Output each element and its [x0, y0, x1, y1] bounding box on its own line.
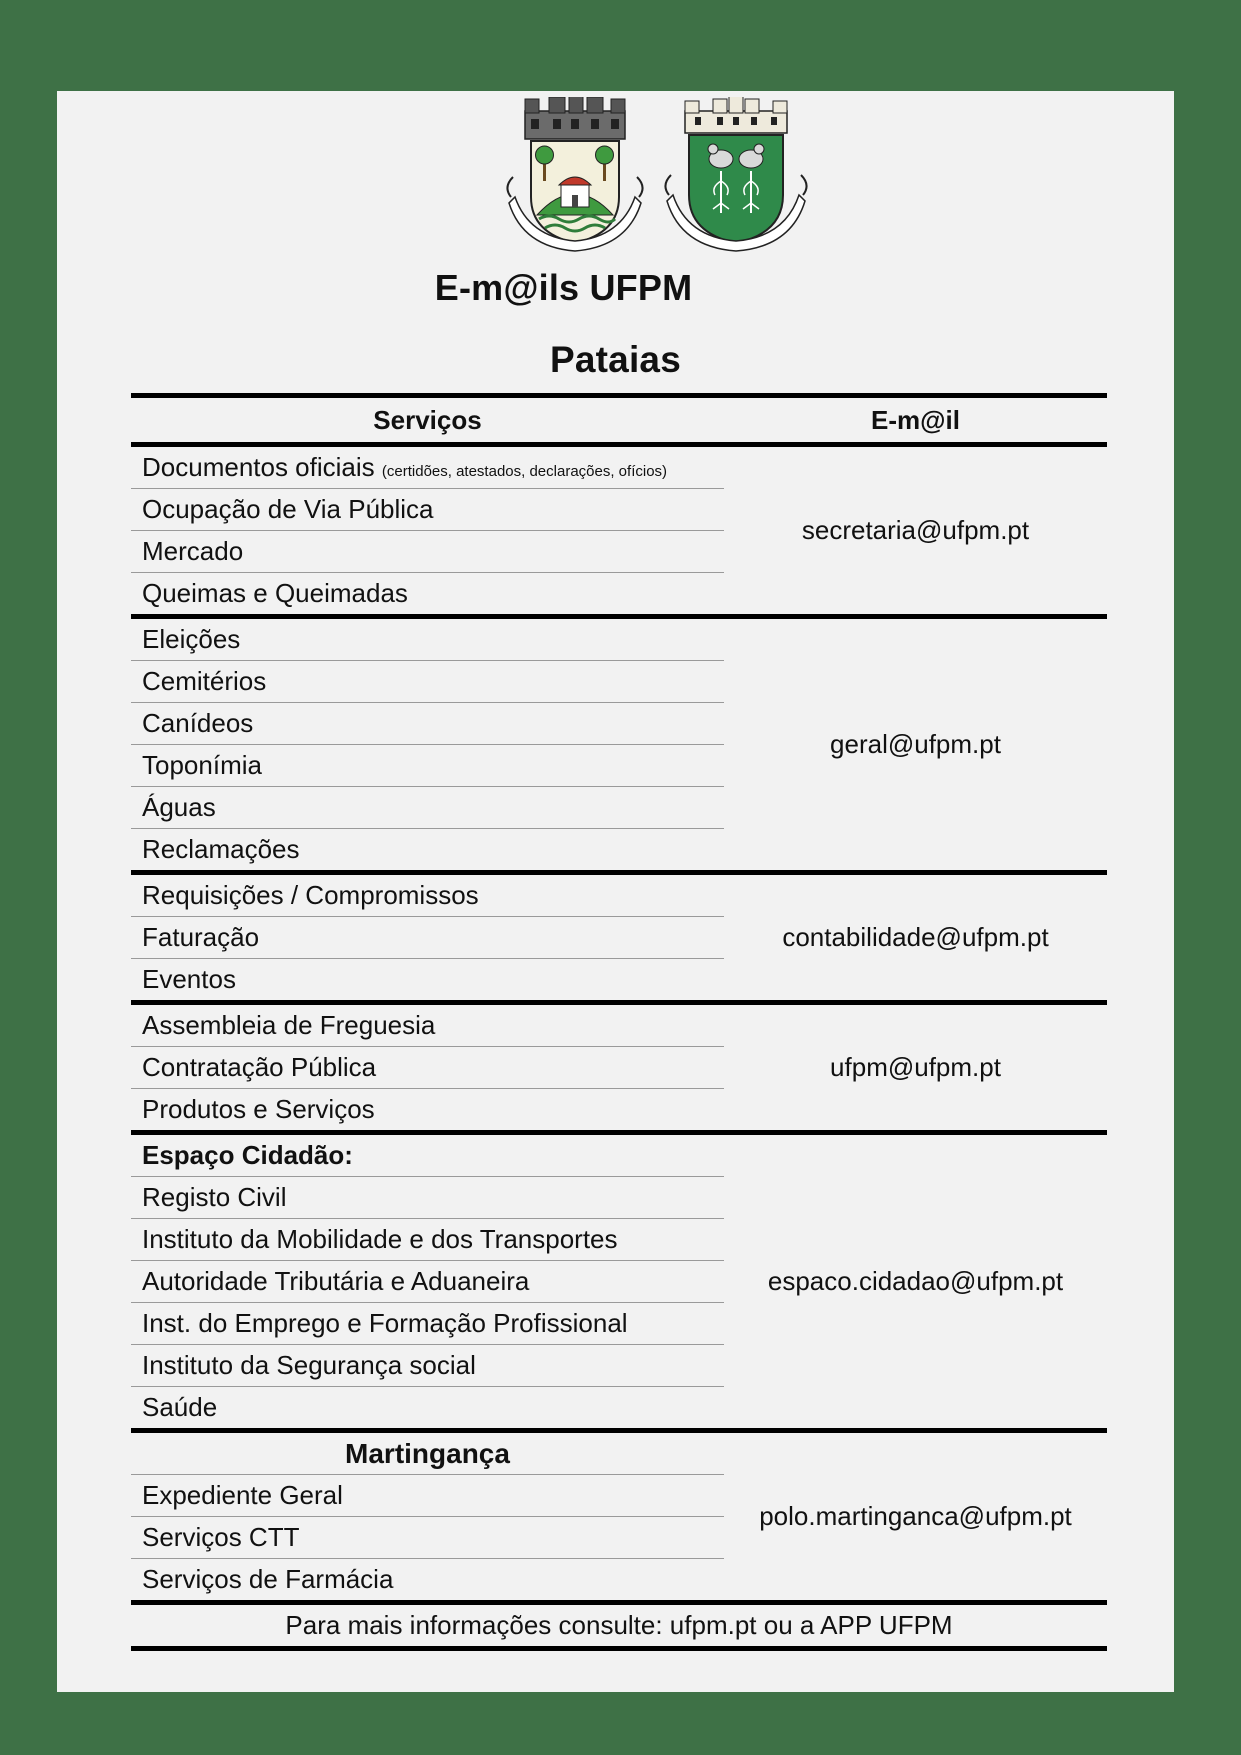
- services-table: [131, 393, 1107, 1651]
- service-label: Registo Civil: [142, 1182, 287, 1212]
- table-header: [131, 393, 1107, 447]
- service-list: [131, 1433, 724, 1600]
- crests: [503, 97, 813, 259]
- service-label: Autoridade Tributária e Aduaneira: [142, 1266, 530, 1296]
- email-address[interactable]: espaco.cidadao@ufpm.pt: [767, 1266, 1064, 1296]
- service-row: [131, 1559, 724, 1600]
- header-services: Serviços: [373, 405, 482, 435]
- service-row: [131, 1089, 724, 1130]
- service-label: Contratação Pública: [142, 1052, 377, 1082]
- service-list: [131, 875, 724, 1000]
- service-group: [131, 875, 1107, 1005]
- page-title: E-m@ils UFPM: [434, 267, 693, 308]
- service-row: [131, 1517, 724, 1559]
- email-address[interactable]: secretaria@ufpm.pt: [801, 515, 1030, 545]
- service-row: [131, 1387, 724, 1428]
- service-group: [131, 1005, 1107, 1135]
- service-label: Cemitérios: [142, 666, 267, 696]
- service-label: Faturação: [142, 922, 260, 952]
- service-list: [131, 1135, 724, 1428]
- table-body: [131, 447, 1107, 1605]
- service-row: [131, 661, 724, 703]
- service-list: [131, 1005, 724, 1130]
- service-label: Saúde: [142, 1392, 218, 1422]
- service-label: Queimas e Queimadas: [142, 578, 408, 608]
- service-row: [131, 1261, 724, 1303]
- service-row: [131, 917, 724, 959]
- email-address[interactable]: geral@ufpm.pt: [830, 729, 1001, 759]
- service-row: [131, 1303, 724, 1345]
- service-label: Mercado: [142, 536, 244, 566]
- martinganca-crest-image: [661, 97, 811, 257]
- service-row: [131, 1433, 724, 1475]
- service-note: (certidões, atestados, declarações, ofícios): [381, 463, 668, 480]
- service-row: [131, 573, 724, 614]
- service-row: [131, 1475, 724, 1517]
- service-row: [131, 447, 724, 489]
- service-label: Serviços de Farmácia: [142, 1564, 394, 1594]
- service-label: Inst. do Emprego e Formação Profissional: [142, 1308, 628, 1338]
- service-label: Eventos: [142, 964, 236, 994]
- email-address[interactable]: contabilidade@ufpm.pt: [782, 922, 1049, 952]
- service-row: [131, 1219, 724, 1261]
- service-label: Águas: [142, 792, 216, 822]
- service-label: Eleições: [142, 624, 241, 654]
- service-group: [131, 1433, 1107, 1605]
- header-email: E-m@il: [871, 405, 960, 435]
- service-row: [131, 829, 724, 870]
- service-label: Produtos e Serviços: [142, 1094, 375, 1124]
- service-row: [131, 875, 724, 917]
- service-label: Martingança: [345, 1438, 510, 1469]
- service-row: [131, 1005, 724, 1047]
- service-label: Assembleia de Freguesia: [142, 1010, 436, 1040]
- service-label: Canídeos: [142, 708, 254, 738]
- service-row: [131, 1177, 724, 1219]
- pataias-crest-image: [503, 97, 648, 257]
- service-label: Toponímia: [142, 750, 262, 780]
- document-page: [57, 91, 1174, 1692]
- service-label: Requisições / Compromissos: [142, 880, 479, 910]
- service-row: [131, 531, 724, 573]
- service-row: [131, 1345, 724, 1387]
- service-list: [131, 619, 724, 870]
- service-row: [131, 619, 724, 661]
- service-label: Reclamações: [142, 834, 300, 864]
- service-label: Documentos oficiais: [142, 452, 375, 482]
- email-address[interactable]: polo.martinganca@ufpm.pt: [759, 1501, 1072, 1531]
- footer-note: Para mais informações consulte: ufpm.pt ou a APP UFPM: [131, 1605, 1107, 1651]
- service-group: [131, 1135, 1107, 1433]
- service-group: [131, 619, 1107, 875]
- page-subtitle: Pataias: [550, 339, 681, 380]
- service-group: [131, 447, 1107, 619]
- service-label: Espaço Cidadão:: [142, 1140, 353, 1170]
- service-label: Serviços CTT: [142, 1522, 300, 1552]
- service-row: [131, 489, 724, 531]
- service-label: Ocupação de Via Pública: [142, 494, 434, 524]
- service-row: [131, 1135, 724, 1177]
- service-label: Instituto da Mobilidade e dos Transportes: [142, 1224, 618, 1254]
- service-row: [131, 959, 724, 1000]
- service-row: [131, 787, 724, 829]
- service-row: [131, 1047, 724, 1089]
- service-row: [131, 703, 724, 745]
- service-row: [131, 745, 724, 787]
- service-label: Instituto da Segurança social: [142, 1350, 476, 1380]
- service-list: [131, 447, 724, 614]
- email-address[interactable]: ufpm@ufpm.pt: [830, 1052, 1001, 1082]
- service-label: Expediente Geral: [142, 1480, 343, 1510]
